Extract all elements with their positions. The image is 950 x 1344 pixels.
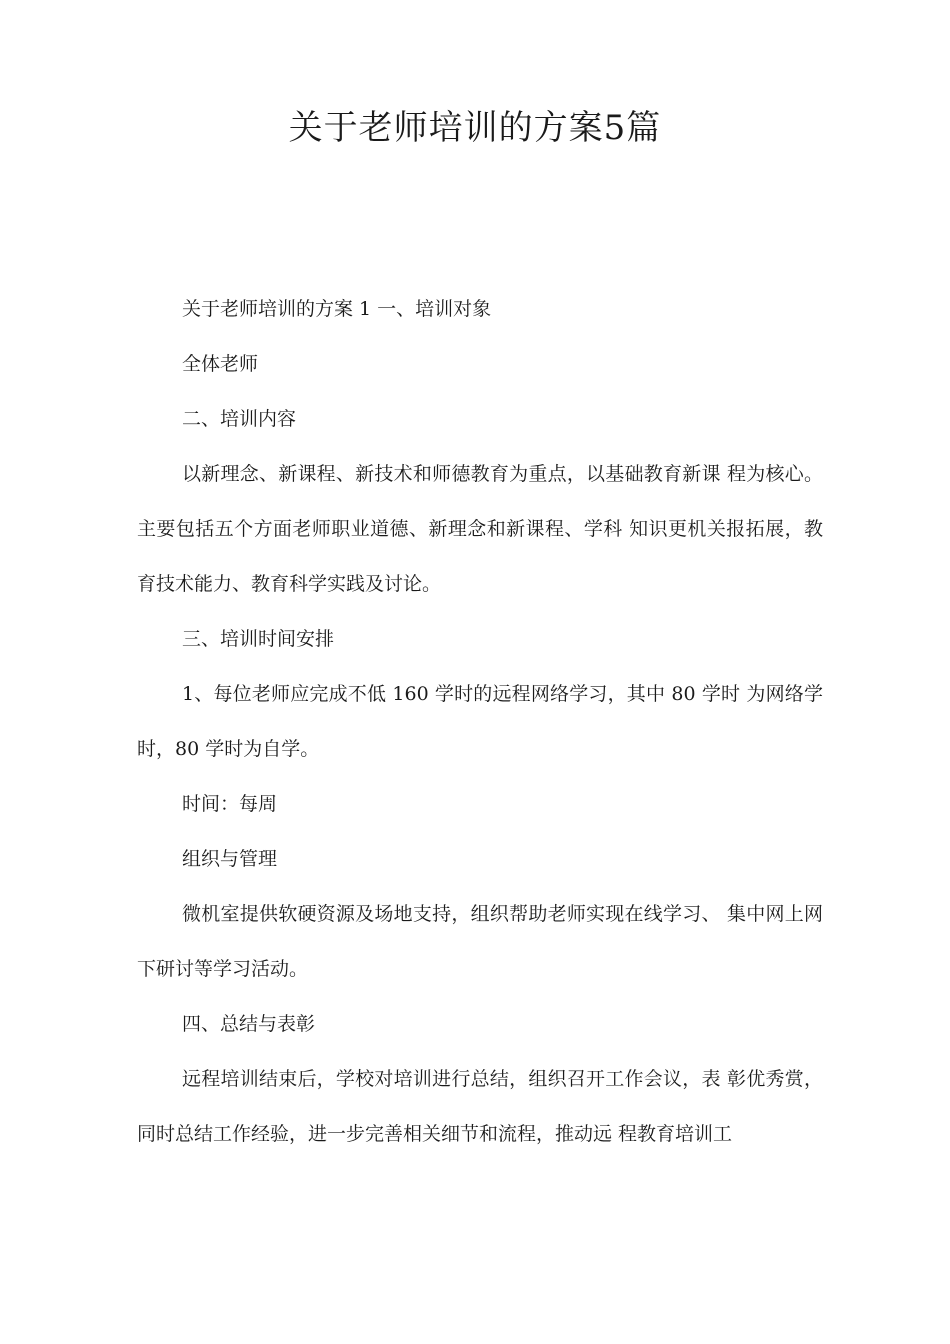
paragraph-plan-1-target: 关于老师培训的方案 1 一、培训对象 <box>182 298 492 320</box>
paragraph-summary: 远程培训结束后，学校对培训进行总结，组织召开工作会议，表 彰优秀赏，同时总结工作经验，进一步完善相关细节和流程，推动远 程教育培训工 <box>137 1068 823 1145</box>
paragraph-organization: 微机室提供软硬资源及场地支持，组织帮助老师实现在线学习、 集中网上网下研讨等学习活动。 <box>137 903 823 980</box>
document-body <box>137 282 823 1162</box>
paragraph-all-teachers: 全体老师 <box>182 353 259 375</box>
section-heading-content: 二、培训内容 <box>182 408 297 430</box>
paragraph-time: 时间：每周 <box>182 793 278 815</box>
section-heading-schedule: 三、培训时间安排 <box>182 628 335 650</box>
section-heading-organization: 组织与管理 <box>182 848 278 870</box>
paragraph-schedule-hours: 1、每位老师应完成不低 160 学时的远程网络学习，其中 80 学时 为网络学时，80 学时为自学。 <box>137 683 823 760</box>
paragraph-content: 以新理念、新课程、新技术和师德教育为重点，以基础教育新课 程为核心。主要包括五个方面老师职业道德、新理念和新课程、学科 知识更机关报拓展，教育技术能力、教育科学实践及讨论。 <box>137 463 823 595</box>
document-title: 关于老师培训的方案5篇 <box>288 108 662 148</box>
section-heading-summary: 四、总结与表彰 <box>182 1013 316 1035</box>
